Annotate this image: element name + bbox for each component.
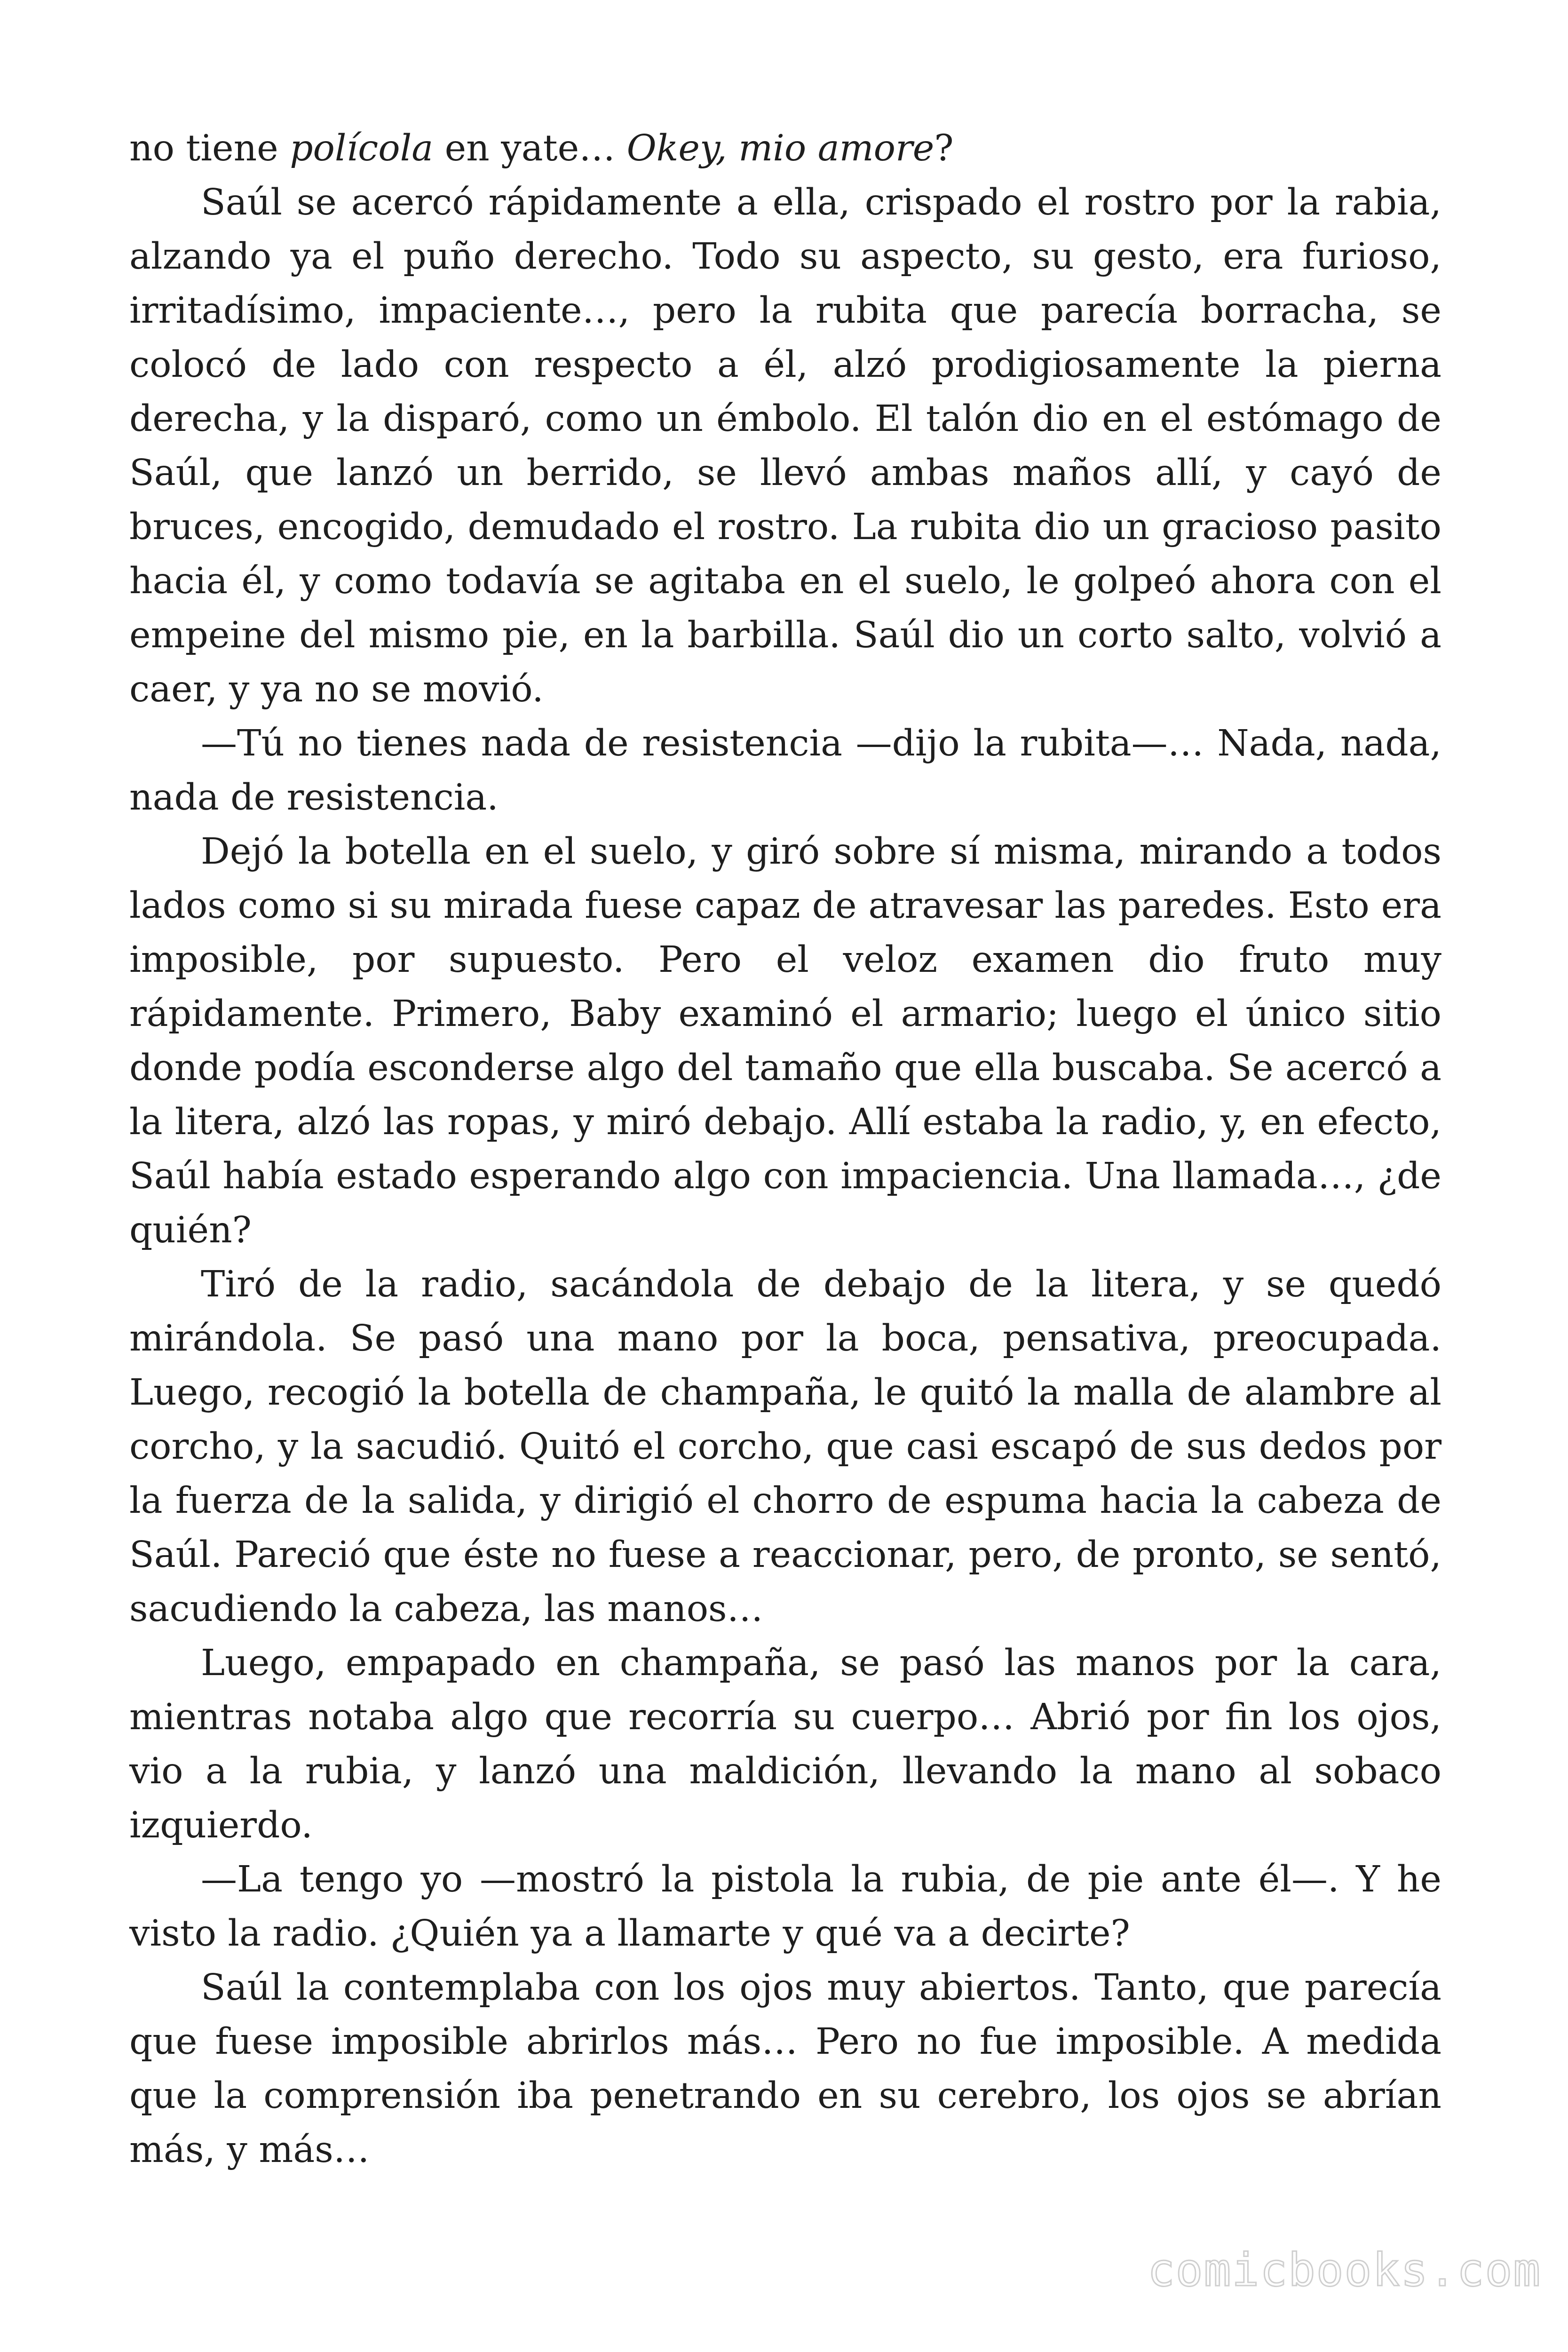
paragraph-7: —La tengo yo —mostró la pistola la rubia, de pie ante él—. Y he visto la radio. ¿Quién ya a llamarte y qué va a decirte? — [129, 1859, 1441, 1955]
paragraph-3: —Tú no tienes nada de resistencia —dijo la rubita—… Nada, nada, nada de resistencia. — [129, 723, 1441, 818]
paragraph-1 — [129, 121, 1441, 175]
paragraph-4: Dejó la botella en el suelo, y giró sobre sí misma, mirando a todos lados como si su mirada fuese capaz de atravesar las paredes. Esto era imposible, por supuesto. Pero el veloz examen dio fruto muy rápidamente. Primero, Baby examinó el armario; luego el único sitio donde podía esconderse algo del tamaño que ella buscaba. Se acercó a la litera, alzó las ropas, y miró debajo. Allí estaba la radio, y, en efecto, Saúl había estado esperando algo con impaciencia. Una llamada…, ¿de quién? — [129, 831, 1441, 1251]
text-segment: en yate… — [433, 127, 627, 169]
page-body — [129, 121, 1441, 2177]
paragraph-2: Saúl se acercó rápidamente a ella, crispado el rostro por la rabia, alzando ya el puño derecho. Todo su aspecto, su gesto, era furioso, irritadísimo, impaciente…, pero la rubita que parecía borracha, se colocó de lado con respecto a él, alzó prodigiosamente la pierna derecha, y la disparó, como un émbolo. El talón dio en el estómago de Saúl, que lanzó un berrido, se llevó ambas maños allí, y cayó de bruces, encogido, demudado el rostro. La rubita dio un gracioso pasito hacia él, y como todavía se agitaba en el suelo, le golpeó ahora con el empeine del mismo pie, en la barbilla. Saúl dio un corto salto, volvió a caer, y ya no se movió. — [129, 182, 1441, 710]
watermark: comicbooks.com — [1148, 2244, 1542, 2296]
italic-segment: polícola — [290, 127, 434, 169]
italic-segment: Okey, mio amore — [626, 127, 934, 169]
paragraph-6: Luego, empapado en champaña, se pasó las manos por la cara, mientras notaba algo que recorría su cuerpo… Abrió por fin los ojos, vio a la rubia, y lanzó una maldición, llevando la mano al sobaco izquierdo. — [129, 1642, 1441, 1846]
paragraph-5: Tiró de la radio, sacándola de debajo de la litera, y se quedó mirándola. Se pasó una mano por la boca, pensativa, preocupada. Luego, recogió la botella de champaña, le quitó la malla de alambre al corcho, y la sacudió. Quitó el corcho, que casi escapó de sus dedos por la fuerza de la salida, y dirigió el chorro de espuma hacia la cabeza de Saúl. Pareció que éste no fuese a reaccionar, pero, de pronto, se sentó, sacudiendo la cabeza, las manos… — [129, 1263, 1441, 1630]
text-segment: no tiene — [129, 127, 290, 169]
text-segment: ? — [934, 127, 954, 169]
paragraph-8: Saúl la contemplaba con los ojos muy abiertos. Tanto, que parecía que fuese imposible abrirlos más… Pero no fue imposible. A medida que la comprensión iba penetrando en su cerebro, los ojos se abrían más, y más… — [129, 1967, 1441, 2171]
